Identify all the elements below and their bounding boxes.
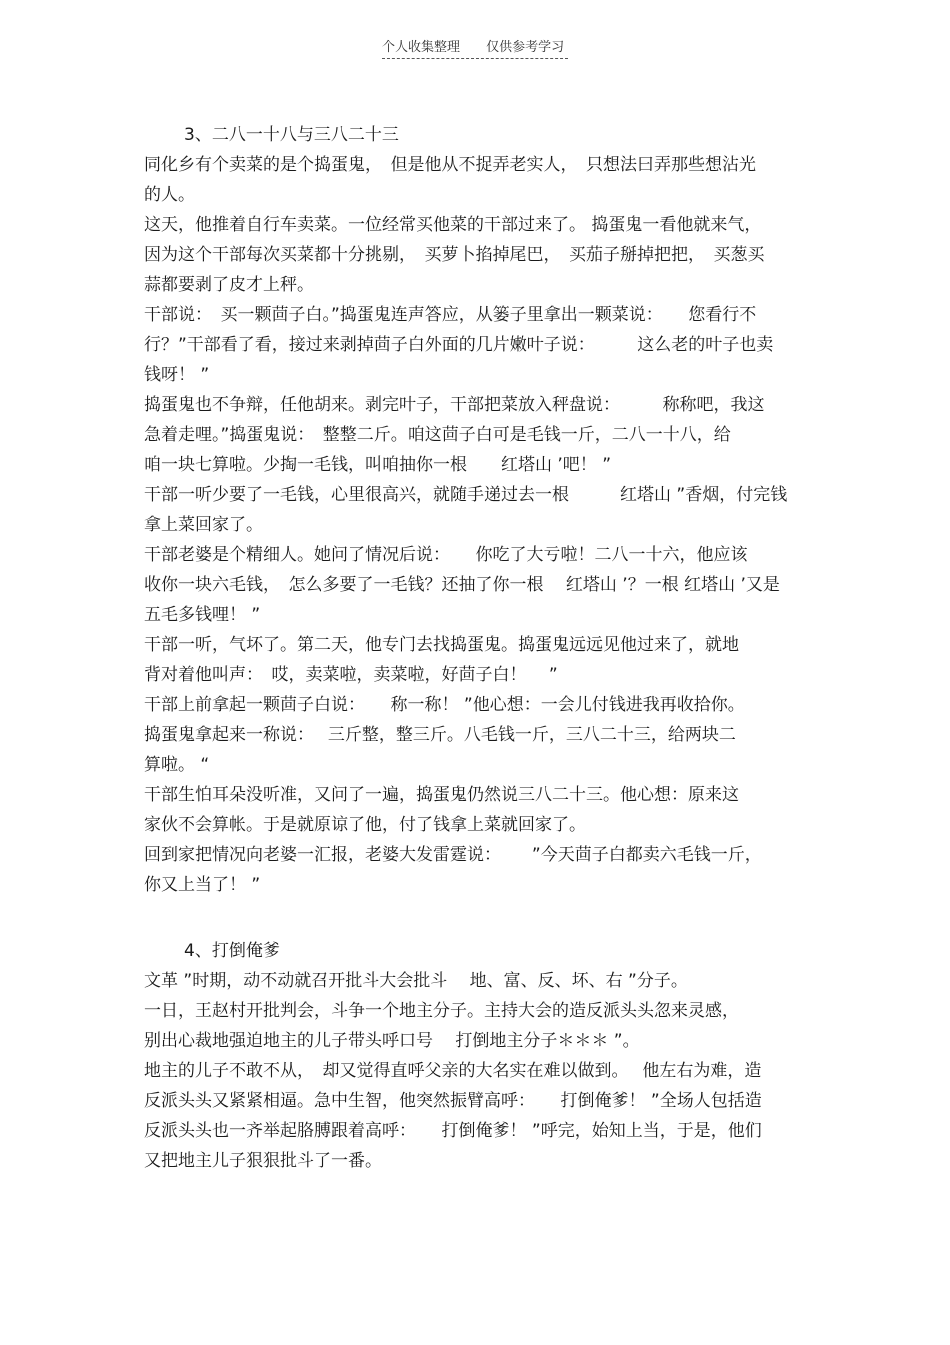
section-spacer: [144, 900, 816, 936]
document-body: [144, 120, 816, 1176]
section3-body: [144, 150, 816, 900]
paragraph-line: 回到家把情况向老婆一汇报，老婆大发雷霆说： ”今天茴子白都卖六毛钱一斤，: [144, 845, 762, 865]
header-left-text: 个人收集整理: [382, 40, 461, 55]
paragraph-line: 反派头头也一齐举起胳膊跟着高呼： 打倒俺爹！ ”呼完，始知上当，于是，他们: [144, 1121, 762, 1141]
paragraph-line: 收你一块六毛钱， 怎么多要了一毛钱？还抽了你一根 红塔山 ’？一根 红塔山 ’又是: [144, 575, 780, 595]
paragraph-line: 干部上前拿起一颗茴子白说： 称一称！ ”他心想：一会儿付钱进我再收拾你。: [144, 695, 745, 715]
paragraph-line: 这天，他推着自行车卖菜。一位经常买他菜的干部过来了。 捣蛋鬼一看他就来气，: [144, 215, 762, 235]
paragraph-line: 一日，王赵村开批判会，斗争一个地主分子。主持大会的造反派头头忽来灵感，: [144, 1001, 739, 1021]
paragraph-line: 咱一块七算啦。少掏一毛钱，叫咱抽你一根 红塔山 ’吧！ ”: [144, 455, 612, 475]
header-dashed-rule: [382, 58, 568, 59]
paragraph-line: 行？”干部看了看，接过来剥掉茴子白外面的几片嫩叶子说： 这么老的叶子也卖: [144, 335, 774, 355]
header-right-text: 仅供参考学习: [486, 40, 565, 55]
paragraph-line: 干部老婆是个精细人。她问了情况后说： 你吃了大亏啦！二八一十六，他应该: [144, 545, 748, 565]
section4-body: [144, 966, 816, 1176]
paragraph-line: 的人。: [144, 185, 195, 205]
section3-title: 3、二八一十八与三八二十三: [184, 125, 399, 145]
paragraph-line: 反派头头又紧紧相逼。急中生智，他突然振臂高呼： 打倒俺爹！ ”全场人包括造: [144, 1091, 762, 1111]
paragraph-line: 你又上当了！ ”: [144, 875, 261, 895]
paragraph-line: 急着走哩。”捣蛋鬼说： 整整二斤。咱这茴子白可是毛钱一斤，二八一十八，给: [144, 425, 731, 445]
section4-title: 4、打倒俺爹: [184, 941, 280, 961]
paragraph-line: 干部一听，气坏了。第二天，他专门去找捣蛋鬼。捣蛋鬼远远见他过来了，就地: [144, 635, 739, 655]
paragraph-line: 捣蛋鬼拿起来一称说： 三斤整，整三斤。八毛钱一斤，三八二十三，给两块二: [144, 725, 736, 745]
paragraph-line: 家伙不会算帐。于是就原谅了他，付了钱拿上菜就回家了。: [144, 815, 586, 835]
paragraph-line: 干部说： 买一颗茴子白。”捣蛋鬼连声答应，从篓子里拿出一颗菜说： 您看行不: [144, 305, 757, 325]
paragraph-line: 算啦。 “: [144, 755, 210, 775]
paragraph-line: 地主的儿子不敢不从， 却又觉得直呼父亲的大名实在难以做到。 他左右为难，造: [144, 1061, 762, 1081]
paragraph-line: 同化乡有个卖菜的是个捣蛋鬼， 但是他从不捉弄老实人， 只想法曰弄那些想沾光: [144, 155, 756, 175]
paragraph-line: 干部生怕耳朵没听准，又问了一遍，捣蛋鬼仍然说三八二十三。他心想：原来这: [144, 785, 739, 805]
paragraph-line: 钱呀！ ”: [144, 365, 210, 385]
paragraph-line: 别出心裁地强迫地主的儿子带头呼口号 打倒地主分子＊＊＊ ”。: [144, 1031, 640, 1051]
paragraph-line: 五毛多钱哩！ ”: [144, 605, 261, 625]
paragraph-line: 蒜都要剥了皮才上秤。: [144, 275, 314, 295]
paragraph-line: 因为这个干部每次买菜都十分挑剔， 买萝卜掐掉尾巴， 买茄子掰掉把把， 买葱买: [144, 245, 765, 265]
paragraph-line: 干部一听少要了一毛钱，心里很高兴，就随手递过去一根 红塔山 ”香烟，付完钱: [144, 485, 788, 505]
paragraph-line: 背对着他叫声： 哎，卖菜啦，卖菜啦，好茴子白！ ”: [144, 665, 558, 685]
paragraph-line: 拿上菜回家了。: [144, 515, 263, 535]
paragraph-line: 捣蛋鬼也不争辩，任他胡来。剥完叶子，干部把菜放入秤盘说： 称称吧，我这: [144, 395, 765, 415]
page-header: [382, 38, 568, 58]
paragraph-line: 文革 ”时期，动不动就召开批斗大会批斗 地、富、反、坏、右 ”分子。: [144, 971, 688, 991]
paragraph-line: 又把地主儿子狠狠批斗了一番。: [144, 1151, 382, 1171]
